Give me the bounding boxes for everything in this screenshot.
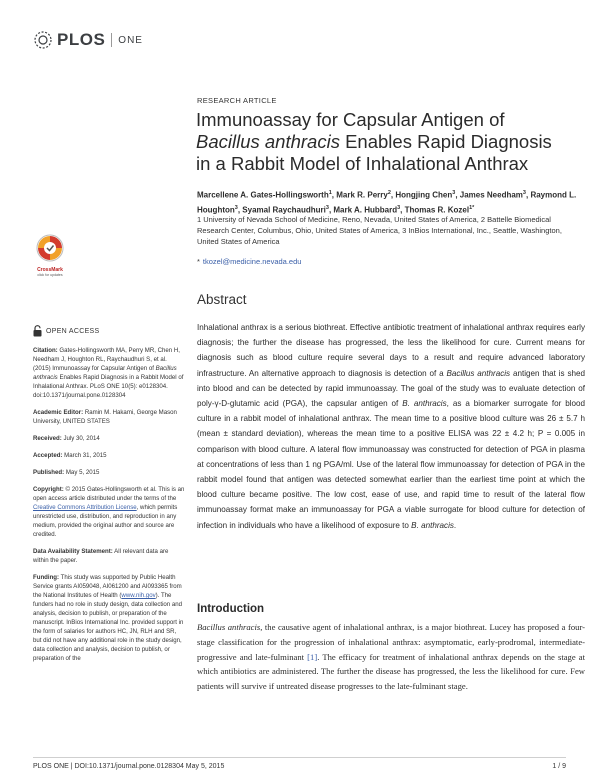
author-name: Syamal Raychaudhuri xyxy=(242,205,326,215)
plos-logo[interactable] xyxy=(33,30,143,50)
author-name: Raymond L. Houghton xyxy=(197,190,577,215)
article-title: Immunoassay for Capsular Antigen of Bacillus anthracis Enables Rapid Diagnosis in a Rabbit Model of Inhalational Anthrax xyxy=(196,109,552,174)
author-separator: , xyxy=(400,205,405,215)
author-list xyxy=(197,187,582,216)
published-date: Published: May 5, 2015 xyxy=(33,469,100,476)
open-access-label: OPEN ACCESS xyxy=(46,327,100,335)
author-affiliation-mark: 2 xyxy=(387,190,391,196)
author-name: Mark R. Perry xyxy=(336,190,388,200)
author-affiliation-mark: 3 xyxy=(325,204,329,211)
academic-editor: Academic Editor: Ramin M. Hakami, George Mason University, UNITED STATES xyxy=(33,409,177,425)
open-access-badge xyxy=(33,325,185,337)
author-affiliation-mark: 1 xyxy=(328,190,332,196)
plos-logo-icon xyxy=(33,30,53,50)
received-date: Received: July 30, 2014 xyxy=(33,435,100,442)
affiliations: 1 University of Nevada School of Medicine, Reno, Nevada, United States of America, 2 Battelle Biomedical Research Center, Columbus, Ohio, United States of America, 3 InBios International, Inc., Seattle, Washington, United States of America xyxy=(197,215,562,246)
footer-citation: PLOS ONE | DOI:10.1371/journal.pone.0128304 May 5, 2015 xyxy=(33,763,225,770)
author-affiliation-mark: 3 xyxy=(522,190,526,196)
page-footer xyxy=(33,763,566,770)
abstract-heading: Abstract xyxy=(197,292,247,307)
crossmark-sub: click for updates xyxy=(37,273,63,277)
reference-link[interactable]: [1] xyxy=(307,651,318,662)
footer-divider xyxy=(33,757,566,758)
copyright: Copyright: © 2015 Gates-Hollingsworth et al. This is an open access article distributed under the terms of the Creative Commons Attribution License, which permits unrestricted use, distribution, and reproduction in any medium, provided the original author and source are credited. xyxy=(33,486,185,538)
license-link[interactable]: Creative Commons Attribution License xyxy=(33,504,137,511)
introduction-heading: Introduction xyxy=(197,603,265,615)
corresponding-email[interactable]: * tkozel@medicine.nevada.edu xyxy=(197,257,302,266)
author-affiliation-mark: 3 xyxy=(397,204,401,211)
author-affiliation-mark: 3 xyxy=(234,204,238,211)
introduction-text: Bacillus anthracis, the causative agent of inhalational anthrax, is a major biothreat. Lucey has proposed a four-stage classification for the progression of inhalational anthrax: asymptomatic, early-prodromal, intermediate-progressive and late-fulminant [1]. The efficacy for treatment of inhalational anthrax depends on the stage at which antibiotics are administered. The further the disease has progressed, the less the likelihood for cure. Few patients will survive if untreated disease progresses to the late-fulminant stage. xyxy=(197,622,586,692)
page-number: 1 / 9 xyxy=(552,763,566,770)
data-availability: Data Availability Statement: All relevant data are within the paper. xyxy=(33,548,169,564)
author-affiliation-mark: 3 xyxy=(452,190,456,196)
author-separator: , xyxy=(331,190,337,200)
title-italic: Bacillus anthracis xyxy=(196,131,340,152)
author-name: Hongjing Chen xyxy=(395,190,453,200)
author-name: Thomas R. Kozel xyxy=(404,205,470,215)
author-separator: , xyxy=(390,190,396,200)
corresponding-star-icon: * xyxy=(197,257,200,266)
author-name: Marcellene A. Gates-Hollingsworth xyxy=(197,190,329,200)
author-separator: , xyxy=(525,190,531,200)
abstract-text: Inhalational anthrax is a serious biothreat. Effective antibiotic treatment of inhalational anthrax requires early diagnosis; the further the disease has progressed, the less the likelihood for cure. Current means for diagnosis such as blood culture require several days to a result and require advanced laboratory infrastructure. An alternative approach to diagnosis is detection of a Bacillus anthracis antigen that is shed into blood and can be detected by rapid immunoassay. The goal of the study was to evaluate detection of poly-γ-D-glutamic acid (PGA), the capsular antigen of B. anthracis, as a biomarker surrogate for blood culture in a rabbit model of inhalational anthrax. The mean time to a positive blood culture was 26 ± 5.7 h (mean ± standard deviation), whereas the mean time to a positive ELISA was 22 ± 4.2 h; P = 0.005 in comparison with blood culture. A lateral flow immunoassay was constructed for detection of PGA in plasma at concentrations of less than 1 ng PGA/ml. Use of the lateral flow immunoassay for detection of PGA in the rabbit model found that antigen was detected somewhat earlier than the earliest time point at which the blood culture became positive. The low cost, ease of use, and rapid time to result of the lateral flow immunoassay format make an immunoassay for PGA a viable surrogate for blood culture for detection of infection in individuals who have a likelihood of exposure to B. anthracis. xyxy=(197,323,585,530)
crossmark-badge[interactable] xyxy=(34,234,66,277)
article-type: RESEARCH ARTICLE xyxy=(197,96,277,105)
journal-name: ONE xyxy=(118,34,143,46)
author-separator: , xyxy=(328,205,334,215)
open-lock-icon xyxy=(33,325,42,337)
logo-divider xyxy=(111,33,112,47)
author-separator: , xyxy=(455,190,460,200)
author-name: Mark A. Hubbard xyxy=(333,205,398,215)
author-separator: , xyxy=(237,205,243,215)
sidebar xyxy=(33,325,185,671)
nih-link[interactable]: www.nih.gov xyxy=(121,592,156,599)
citation: Citation: Gates-Hollingsworth MA, Perry MR, Chen H, Needham J, Houghton RL, Raychaudhuri S, et al. (2015) Immunoassay for Capsular Antigen of Bacillus anthracis Enables Rapid Diagnosis in a Rabbit Model of Inhalational Anthrax. PLoS ONE 10(5): e0128304. doi:10.1371/journal.pone.0128304 xyxy=(33,347,184,399)
author-affiliation-mark: 1* xyxy=(469,204,475,211)
crossmark-icon xyxy=(36,234,64,262)
crossmark-label: CrossMark xyxy=(37,267,63,273)
logo-text: PLOS xyxy=(57,30,106,49)
author-name: James Needham xyxy=(459,190,523,200)
funding: Funding: This study was supported by Public Health Service grants AI059048, AI061200 and AI093365 from the National Institutes of Health (www.nih.gov). The funders had no role in study design, data collection and analysis, decision to publish, or preparation of the manuscript. InBios International Inc. provided support in the form of salaries for authors HC, JN, RLH and SR, but did not have any additional role in the study design, data collection and analysis, decision to publish, or preparation of the xyxy=(33,574,184,662)
accepted-date: Accepted: March 31, 2015 xyxy=(33,452,107,459)
